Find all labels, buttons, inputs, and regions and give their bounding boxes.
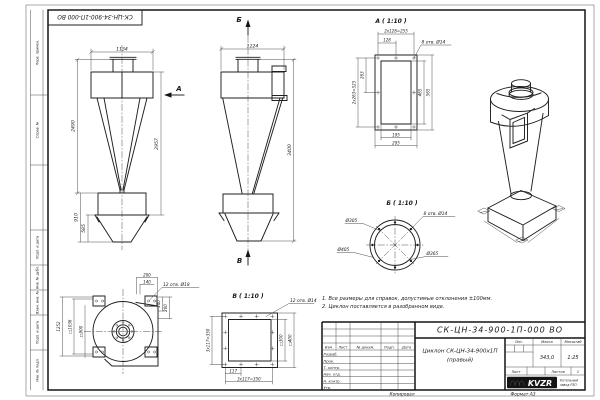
iso-pipe-flange-bottom <box>509 90 533 99</box>
technical-notes <box>322 296 492 310</box>
detail-v-dimensions <box>210 304 314 385</box>
detail-b-d-bolt: Ø365 <box>426 252 439 258</box>
detail-a-dimensions <box>356 32 451 148</box>
detail-a-dim-top-total: 2х128=255 <box>384 28 408 34</box>
front-dim-cone: 585 <box>82 224 88 233</box>
top-view-dimensions <box>60 278 199 358</box>
top-stamp <box>48 10 142 25</box>
iso-bin-box <box>488 191 556 241</box>
footer-copied: Копировал <box>389 392 415 398</box>
logo-text: KVZR <box>527 378 553 388</box>
top-view-scroll <box>56 273 199 375</box>
top-stamp-text: СК-ЦН-34-900-1П-000 ВО <box>57 13 133 19</box>
mass-value: 343,0 <box>539 355 555 361</box>
section-a-arrowhead <box>164 92 172 97</box>
col-data: Дата <box>401 345 412 350</box>
detail-a-dim-left-half: 263 <box>359 71 365 80</box>
top-dim-total: 1252 <box>55 321 61 332</box>
company-logo <box>507 377 557 388</box>
corner-pads <box>93 296 157 357</box>
titleblock-name-line2: (правый) <box>446 357 474 364</box>
top-dim-140: 140 <box>143 279 151 285</box>
front-dim-height-left: 2490 <box>71 120 77 132</box>
detail-b-title: Б ( 1:10 ) <box>386 200 418 207</box>
front-dim-width: 1134 <box>116 47 128 53</box>
iso-pipe-flange <box>509 88 533 97</box>
detail-v-sq-outer: □400 <box>287 334 293 346</box>
detail-v-pitch-total-left: 3х117=350 <box>205 328 211 353</box>
front-view-dimensions <box>75 49 164 242</box>
top-dim-sq2: □900 <box>78 325 84 338</box>
detail-v-holes <box>224 315 275 367</box>
detail-v-title: В ( 1:10 ) <box>232 293 264 300</box>
detail-a-title: А ( 1:10 ) <box>375 18 407 25</box>
row-tkontr: Т. контр. <box>323 366 341 370</box>
detail-a-dim-top-half: 128 <box>383 37 391 43</box>
detail-a-flange <box>375 55 417 130</box>
isometric-view <box>478 80 565 243</box>
detail-a-holes <box>376 56 415 128</box>
front-dim-bin: 910 <box>74 213 80 222</box>
side-view-outline <box>219 57 287 241</box>
detail-b-holes-note: 8 отв. Ø14 <box>423 212 448 218</box>
detail-b-d-outer: Ø405 <box>337 248 350 254</box>
row-razrab: Разраб. <box>323 352 338 357</box>
section-a-label: А <box>176 85 182 93</box>
col-izm: Изм. <box>324 345 334 350</box>
scale-label: Масштаб <box>564 340 582 344</box>
row-nkontr: Н. контр. <box>323 379 341 384</box>
col-dokum: № докум. <box>356 345 375 350</box>
margin-label-inv-podl: Инв. № подл. <box>35 358 40 382</box>
front-dim-height-right: 2957 <box>154 138 160 150</box>
titleblock-designation: СК-ЦН-34-900-1П-000 ВО <box>436 325 564 335</box>
row-utv: Утв. <box>323 386 332 390</box>
detail-v-flange <box>222 313 278 368</box>
title-block <box>322 322 585 390</box>
col-podp: Подп. <box>384 345 395 350</box>
detail-v <box>206 293 317 384</box>
detail-v-pitch: 117 <box>229 368 238 374</box>
top-holes-note: 12 отв. Ø18 <box>163 283 190 288</box>
side-dim-height: 3400 <box>287 144 293 156</box>
row-prov: Пров. <box>323 359 334 364</box>
footer-format: Формат А3 <box>510 392 536 398</box>
iso-cylinder-body <box>491 93 549 126</box>
logo-caption-2: завод РЗП <box>560 383 577 387</box>
detail-a-dim-bottom-inner: 195 <box>392 132 400 138</box>
col-list: Лист <box>338 345 348 350</box>
view-v-label: В <box>236 257 243 265</box>
top-dim-right-200: 200 <box>162 304 168 312</box>
top-dim-sq1: □1036 <box>67 319 73 334</box>
margin-label-vzam-inv: Взам. инв. № <box>35 290 40 315</box>
detail-a-dim-bottom-outer: 295 <box>392 140 400 146</box>
detail-b <box>337 200 456 274</box>
detail-a-dim-left-total: 2х263=525 <box>351 80 357 105</box>
detail-b-d-inner: Ø305 <box>345 219 358 225</box>
detail-v-pitch-total: 3х117=350 <box>237 376 261 382</box>
lit-label: Лит. <box>514 340 524 344</box>
sheet-label: Лист <box>511 369 521 374</box>
mass-label: Масса <box>541 340 553 344</box>
logo-caption-1: Котельный <box>560 378 579 383</box>
margin-label-inv-dubl: Инв. № дубл. <box>35 265 40 290</box>
row-nachotd: Нач. отд. <box>323 372 341 377</box>
iso-cone-outlet <box>511 191 532 199</box>
top-dim-200: 200 <box>143 272 151 278</box>
note-2: 2. Циклон поставляется в разобранном виде. <box>322 304 445 310</box>
top-dim-right-140: 140 <box>156 300 162 308</box>
detail-v-holes-note: 12 отв. Ø14 <box>290 299 317 305</box>
front-view <box>71 45 184 250</box>
detail-a <box>352 18 452 148</box>
note-1: 1. Все размеры для справок, допустимые отклонения ±100мм. <box>322 296 493 302</box>
sheets-count: 1 <box>576 369 580 374</box>
margin-label-podp-data-2: Подп. и дата <box>35 320 40 345</box>
margin-label-perv-primen: Перв. примен. <box>35 39 40 66</box>
margin-label-podp-data-1: Подп. и дата <box>35 235 40 260</box>
side-dim-width: 1224 <box>246 44 259 50</box>
sheets-label: Листов <box>551 369 565 374</box>
iso-inlet-duct <box>502 109 535 149</box>
margin-label-sprav: Справ. № <box>35 121 40 139</box>
scale-value: 1:25 <box>567 355 579 361</box>
detail-a-dim-right-outer: 565 <box>425 88 431 97</box>
view-b-label: Б <box>236 16 242 24</box>
titleblock-name-line1: Циклон СК-ЦН-34-900х1П <box>422 348 498 355</box>
detail-v-sq-inner: □300 <box>278 334 284 346</box>
detail-a-holes-note: 8 отв. Ø14 <box>421 40 446 46</box>
detail-a-dim-right-inner: 465 <box>417 88 423 97</box>
side-view <box>219 16 296 265</box>
